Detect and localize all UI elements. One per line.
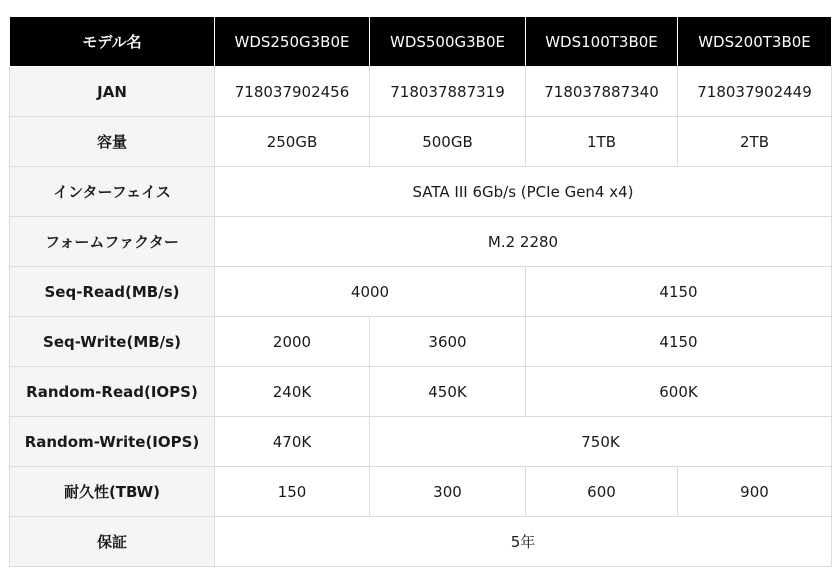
warranty-value: 5年 [215,517,832,567]
jan-value: 718037887340 [526,67,678,117]
row-label: 容量 [10,117,215,167]
seq-write-value: 4150 [526,317,832,367]
spec-table-header [10,17,832,67]
row-label: 耐久性(TBW) [10,467,215,517]
row-capacity [10,117,832,167]
row-endurance [10,467,832,517]
header-model-label: モデル名 [10,17,215,67]
capacity-value: 1TB [526,117,678,167]
capacity-value: 250GB [215,117,370,167]
spec-table-body [10,67,832,567]
seq-read-value: 4150 [526,267,832,317]
row-label: 保証 [10,517,215,567]
row-label: Random-Read(IOPS) [10,367,215,417]
form-factor-value: M.2 2280 [215,217,832,267]
row-jan [10,67,832,117]
interface-value: SATA III 6Gb/s (PCIe Gen4 x4) [215,167,832,217]
header-model-name: WDS500G3B0E [370,17,526,67]
spec-table [9,16,832,567]
row-label: Seq-Write(MB/s) [10,317,215,367]
jan-value: 718037902456 [215,67,370,117]
row-interface [10,167,832,217]
endurance-value: 600 [526,467,678,517]
row-random-write [10,417,832,467]
endurance-value: 150 [215,467,370,517]
row-random-read [10,367,832,417]
jan-value: 718037902449 [678,67,832,117]
row-warranty [10,517,832,567]
seq-read-value: 4000 [215,267,526,317]
random-read-value: 600K [526,367,832,417]
row-label: Random-Write(IOPS) [10,417,215,467]
header-model-name: WDS100T3B0E [526,17,678,67]
row-seq-read [10,267,832,317]
header-model-name: WDS250G3B0E [215,17,370,67]
header-model-name: WDS200T3B0E [678,17,832,67]
header-row [10,17,832,67]
row-label: JAN [10,67,215,117]
row-form-factor [10,217,832,267]
row-label: フォームファクター [10,217,215,267]
row-label: インターフェイス [10,167,215,217]
capacity-value: 500GB [370,117,526,167]
row-label: Seq-Read(MB/s) [10,267,215,317]
random-write-value: 470K [215,417,370,467]
row-seq-write [10,317,832,367]
random-write-value: 750K [370,417,832,467]
capacity-value: 2TB [678,117,832,167]
random-read-value: 240K [215,367,370,417]
random-read-value: 450K [370,367,526,417]
endurance-value: 300 [370,467,526,517]
spec-table-container [9,16,832,567]
endurance-value: 900 [678,467,832,517]
seq-write-value: 3600 [370,317,526,367]
seq-write-value: 2000 [215,317,370,367]
jan-value: 718037887319 [370,67,526,117]
